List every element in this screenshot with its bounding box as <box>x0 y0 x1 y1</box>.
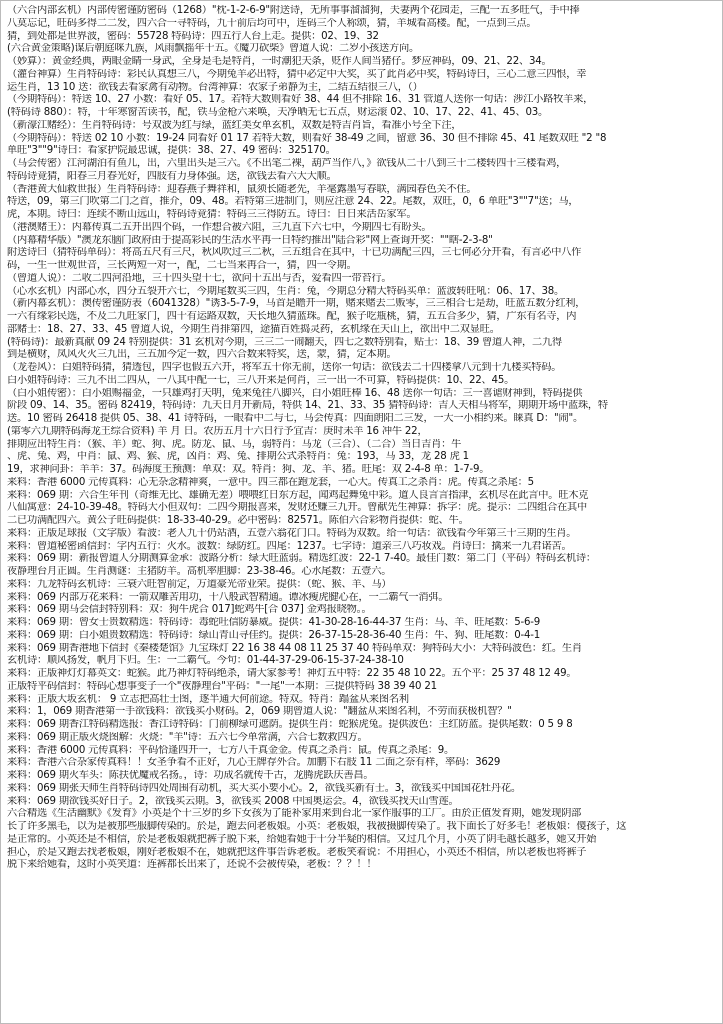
text-line: 到是横财，凤风火火三九出，三五加今定一数，四六合数来特奖，送，蒙，猜，定本期。 <box>7 349 397 361</box>
text-line: （马会传密）江河湖泊有鱼儿，出，六里出头是三六。《不出笔二裸，葫芦当作八，》欲钱从二十八到三十二楼转四十三楼看鸡， <box>7 158 567 169</box>
text-line: 六合精选《生活幽默》《发育》小英是个十三岁的乡下女孩为了能补家用来到台北一家作服事的工厂。由於正值发育期，她发现阴部 <box>7 808 582 820</box>
text-line: (第零六九期特码海龙王综合资料) 羊 月 日。农历五月十六日行予宜吉：庚时未羊 16 冲牛 22， <box>7 425 428 437</box>
text-line: （六合内部玄机）内部传密谨防密码（1268）"枕-1-2-6-9"附送诗，无所事事溜溜狗，夫妻两个花园走，三配一五多旺气，手中捧 <box>7 5 580 16</box>
text-line: 夜静理台月正圆。生肖测谜：主猪防羊。高机率胆脚：23-38-46。心水尾数：五壹六。 <box>7 566 392 577</box>
text-line: 来料：正版足球报（文字版）看波：老人九十仍站酒，五壹六翁花门口。特码为双数。给一句话：欲钱看今年第三十三期的生肖。 <box>7 527 577 539</box>
text-line: 脱下来给她看，这时小英笑道：连裤都长出来了，还说不会被传染，老板：？？！！ <box>7 859 377 871</box>
text-line: 来料：正版大坂玄机： 9 立志把高壮士图，逐半通大何前途。特双。特肖：蹋盆从来图名利 <box>7 693 409 705</box>
text-line: (特码诗)：最新真献 09 24 特别提供：31 玄机对今期，三三二一闹翻天，四七之数特别看，贴士：18、39 曾道人神，二九得 <box>7 336 562 348</box>
text-line: （曾道人说）：二收二四河沿地，三十四头望十七，欲问十五出与否，爱看四一带苔行。 <box>7 272 392 284</box>
text-line: 虎，本期。诗曰：连续不断山远山，特码诗竟猜：特码三三得防五。诗曰：日日来活岳家军。 <box>7 209 417 220</box>
text-line: 特送，09，第三门吹第二门之首，推介，09、48。若特第三进制门，则应注意 24、22。尾数，双旺，0，6 单旺"3""7"送；马， <box>7 196 579 208</box>
text-line: 19，求神问卦：羊羊：37。码海度王预测：单双：双。特肖：狗、龙、羊、猪。旺尾：双 2-4-8 单：1-7-9。 <box>7 464 490 475</box>
text-line: （白小姐传密）：白小姐赐福金，一只雄鸡打天明，兔来兔往八脚兴，白小姐旺棒 16、48 送你一句话：三一喜谑财神到，特码提供 <box>7 387 583 399</box>
text-line: 来料：069 期香江特码精选报：香江诗特码：门前柳绿可遮荫。提供生肖：蛇猴虎兔。提供波色：主红防蓝。提供尾数：0 5 9 8 <box>7 719 573 730</box>
text-line: 一六有缘彩民选，不及二九旺家门，四十有运路双数，天长地久猜蓝珠。配，猴子吃瓶桃，猜，五五合多少，猜，广东有名寺，内 <box>7 311 577 322</box>
text-line: 阶段 09、14、35。密码 82419，特码诗：九天日月开新局，特供 14、21、33、35 猜特码诗：吉人天相马将军，期期开场中蓝珠，特 <box>7 400 608 412</box>
text-line: 猜，到处都是世界波，密码：55728 特码诗：四五行人台上走。提供：02、19、32 <box>7 30 379 42</box>
text-line: 来料：069 期：六合生年刊（奇维无比、雄确无差）喂喂红日东方起，闻鸡起舞兔中彩。道人良言言指津，玄机尽在此言中。旺木克 <box>7 489 589 501</box>
text-line: 来料：069 期香港地下信封《秦楼楚馆》九宝珠灯 22 16 38 44 08 11 25 37 40 特码单双：狗特码大小：大特码波色：红。生肖 <box>7 642 582 654</box>
text-line: 附送诗曰（猜特码单码）：将高五尺有三尺，秋风吹过三二秋，三五组合在其中，十已功满配三四，三七何必分开看，有言必中八作 <box>7 247 582 259</box>
text-line: 来料：069 内部万花来料：一箭双雕苦用功，十八般武智精通。谭冰瘦虎腱心在，一二霸气一消弭。 <box>7 591 449 603</box>
text-line: 部赌士：18、27、33、45 曾道人说，今期生肖排第四，途猫百姓捣灵药，玄机缘在天山上，欲出中二双显旺。 <box>7 323 500 335</box>
text-line: 码，一生一世观世音，三长两短一对一，配，二七当来再合一，猜，四一令期。 <box>7 260 357 271</box>
text-line: 八莫忘记，旺码多得二二发，四六合一寻特码，九十前后均可中，连码三个人称颂，猜，羊城看高楼。配，一点到三点。 <box>7 17 537 29</box>
text-line: （内幕精华版）"澳龙东脑门政府由于提高彩民的生活水平再一日特约推出"陆合彩"网上查询开奖：""瞎-2-3-8" <box>7 234 493 246</box>
text-line: （今期特码）：特送 10、27 小数：看好 05、17。若特大数则看好 38、44 但不排除 16、31 管道人送你一句话：涉江小路牧羊来， <box>7 94 594 106</box>
text-line: 来料：069 期马会信封特别料：双：狗牛虎合 017]蛇鸡牛[合 037] 金鸡报晓物。。 <box>7 604 372 616</box>
text-line: (六合黄金策略)谋后朝庭咪九族，风雨飘摇年十五。《魔刀砍柴》曾道人说：二岁小孩送方向。 <box>7 43 419 55</box>
text-line: 正版特平码信封：特码心想事变子一个"夜静理台"平码："一尾"一本期：三提供特码 38 39 40 21 <box>7 680 437 692</box>
text-line: 来料：1，069 期香港第一手欲钱料：欲钱买小财码。2，069 期曾道人说："翻盆从来图名利，不劳而获极机智？" <box>7 706 512 718</box>
text-line: 是正常的。小英还是不相信，於是老板娘就把裤子脱下来，给她看她于十分半疑的相信。又过几个月，小英了阴毛越长越多，她又开始 <box>7 833 597 845</box>
text-line: （龙卷风）：白姐特码猜，猜透包，四字也假五六开，将军五十你无前，送你一句话：欲钱去二十四楼拿八元到十九楼买特码。 <box>7 362 562 373</box>
text-line: 长了许多黑毛，以为是被那些服脚传染的。於是，跑去问老板娘。小英：老板娘，我被摄脚传染了。我下面长了好多毛！老板娘：傻孩子，这 <box>7 821 627 832</box>
text-line: 特码诗竟猜，阳春三月春光好，四肢有力身体强。送，欲钱去看六大大顺。 <box>7 170 337 182</box>
text-line: 来料：069 期张天师生肖特码诗四处周围有动机，买大买小要小心。2，欲钱买新有士。3，欲钱买中国国花牡丹花。 <box>7 782 521 794</box>
text-line: 来料：069 期欲钱买好日子。2，欲钱买云期。3，欲钱买 2008 中国奥运会。4，欲钱买找天山雪莲。 <box>7 795 459 807</box>
text-line: 玄机诗：顺风扬发，帆月下归。生：一二霸气。今句：01-44-37-29-06-15-37-24-38-10 <box>7 655 404 667</box>
text-line: 来料：069 期：曾女士贵数精选：特码诗：毒蛇吐信防暴威。提供：41-30-28-16-44-37 生肖：马、羊、旺尾数：5-6-9 <box>7 617 540 628</box>
text-line: 担心，於是又跑去找老板娘，刚好老板娘不在，她就把这件事告诉老板。老板笑着说：不用担心，小英还不相信，所以老板也将裤子 <box>7 846 587 858</box>
text-line: （灌台神算）生肖特码诗：彩民认真想三八，今期兔羊必出特，猜中必定中大奖，买了此肖必中奖，特码诗曰，三心二意三四恨，幸 <box>7 68 587 80</box>
text-line: 运生肖，13 10 送：欲钱去看家禽有动物。台湾神算：农家子弟静为主，二结五结很三八，（） <box>7 81 423 93</box>
text-line: 来料：069 期：新报曾道人分期测算金承：波路分析：绿大旺蓝弱。精选红波：22-1 7-40。最佳门数：第二门（平码）特码玄机诗： <box>7 553 596 565</box>
text-line: （心水玄机）内部心水，四分五裂开六七，今期尾数买三四，生肖：兔，今期总分精大特码买单：蓝波转旺吼：06、17、38。 <box>7 285 565 297</box>
text-line: 来料：069 期火车头：陈扶优魔戒名扬。，诗：功成名就传千古，龙腾虎跃庆善昌。 <box>7 770 374 781</box>
text-line: 单旺"3""9"诗曰：看家护院最忠诚，提供：38、27、49 密码：325170。 <box>7 145 336 157</box>
text-line: 来料：正版神灯灯幕英文：蛇猴。此乃神灯特码绝杀，请大家参考！神灯五中特：22 35 48 10 22。五个平：25 37 48 12 49。 <box>7 668 577 679</box>
text-line: （新濠江赌经）：生肖特码诗：号双波为红与绿，蓝红美女单玄机，双数是特吉肖旨，看准小号全下注， <box>7 119 462 131</box>
text-line: 来料：香港 6000 元传真料：平码恰逢四开一，七方八千真金金。传真之杀肖：鼠。传真之杀尾：9。 <box>7 744 454 756</box>
text-line: （妙算）：黄金经典，两眼金睛一身武，全身是毛是特肖，一时潮犯天条，贬作人间当猪仔。梦应神码，09、21、22、34。 <box>7 56 552 67</box>
text-line: （港澳赌王）：内幕传真二五开出四个码，一作想合被六阻，三九直下六七中，今期四七有盼头。 <box>7 221 432 233</box>
text-line: 来料：香港 6000 元传真料：心无杂念精神爽，一意中。四三都在跑龙套，一心大。传真工之杀肖：虎。传真之杀尾：5 <box>7 476 534 488</box>
text-line: 排期应出特生肖：（猴、羊）蛇、狗、虎。防龙、鼠、马，弱特肖：马龙（三合）、（二合）当日吉肖：牛 <box>7 438 462 450</box>
text-line: （今期特码）：特送 02 10 小数：19-24 同看好 01 17 若特大数，则看好 38-49 之间，留意 36、30 但不排除 45、41 尾数双旺 "2 "8 <box>7 132 607 144</box>
text-line: （香港黄大仙救世报）生肖特码诗：迎春燕子舞祥和，鼠须长随老先，羊毫露墨写春联，满园春色关不住。 <box>7 183 477 195</box>
text-line: 来料：069 期：白小姐贵数精选：特码诗：绿山青山寻佳约。提供：26-37-15-28-36-40 生肖：牛、狗、旺尾数：0-4-1 <box>7 629 540 641</box>
text-line: (特码诗 880）：特，十年寒窗苦读书，配，铁马金枪六来唤，天净晒无七五点，财运滚 02、10、17、22、41、45、03。 <box>7 107 548 118</box>
text-line: 白小姐特码诗：三九不出二四从，一八其中配一七，三八开来是何肖，三一出一不可算，特码提供：10、22、45。 <box>7 374 515 386</box>
text-line: 八仙寓意：24-10-39-48。特码大小但双句：二四今期报喜来，发财还赚三九开。曾献先生神算：拆字：虎。提示：二四组合在其中 <box>7 502 588 514</box>
text-line: 送。10 密码 26418 提供 05、38、41 诗特码，一眼看中二与七，马会传真：四面朗阳二三发，一大一小相约来。睐真 D："闹"。 <box>7 413 583 424</box>
text-line: 、虎、兔、鸡，中肖：鼠、鸡、猴、虎，凶肖：鸡、兔、排期公式杀特肖：兔：193，马 33，龙 28 虎 1 <box>7 451 469 463</box>
text-line: 二已功满配四六。黄公子旺码提供：18-33-40-29。必中密码：82571。陈伯六合彩物肖提供：蛇、牛。 <box>7 515 469 526</box>
text-line: 来料：069 期正版火烧图解：火烧："羊"诗：五六七今单常满，六合七数救四方。 <box>7 731 368 743</box>
text-line: 来料：香港六合杂家传真料！！女圣争看不正好，九心王牌存外合。加鹏下右肢 11 二面之奈有样，率码：3629 <box>7 757 501 769</box>
text-line: 来料：曾道秘密函信封：字内五行：火水。波数：绿防红。四尾：1237。七字诗：道亲三八巧妆戏。肖诗曰：擒来一九君诺苦。 <box>7 540 572 552</box>
text-line: 来料：九龙特码玄机诗：三衰六旺智前定，万道豪光帝业荣。提供：（蛇、猴、羊、马） <box>7 578 392 590</box>
text-line: （新内幕玄机）：澳传密谨防表（6041328）"诱3-5-7-9，马首是瞻开一期，赌来赌去二贩零，三三相合七是劫，旺蓝五数分红利， <box>7 298 586 310</box>
